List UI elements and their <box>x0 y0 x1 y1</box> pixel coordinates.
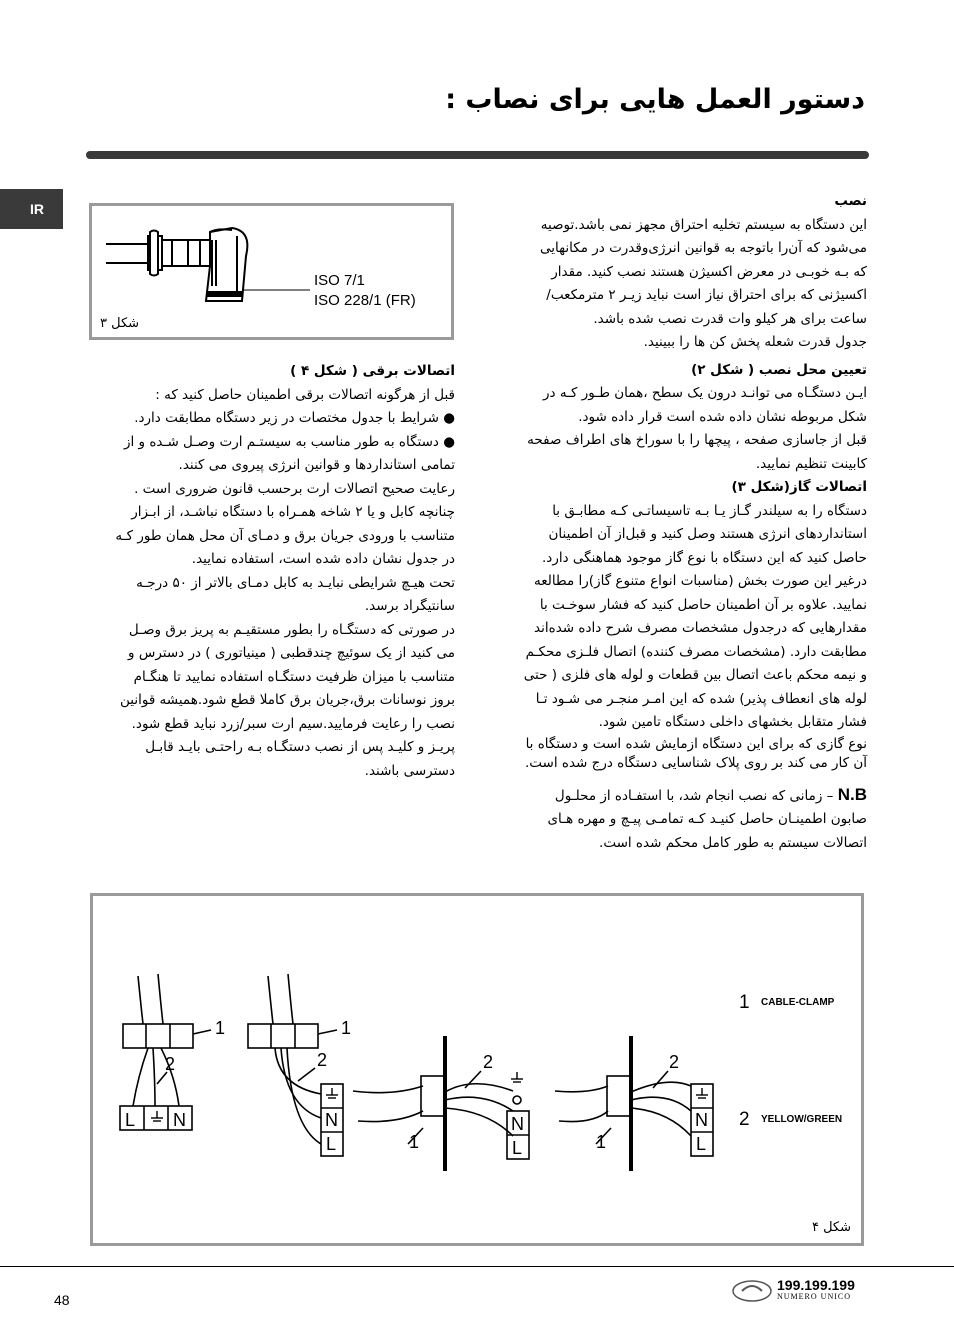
diagram-label-2: 2 <box>669 1052 680 1072</box>
electrical-line: می کنید از یک سوئیچ چندقطبی ( مینیاتوری ) در دسترس و <box>128 645 455 661</box>
terminal-N: N <box>695 1110 708 1130</box>
gas-line: و نیمه محکم باعث اتصال بین قطعات و لوله های فلزی ( حتی <box>523 667 867 683</box>
install-line: این دستگاه به سیستم تخلیه احتراق مجهز نمی باشد.توصیه <box>540 216 867 233</box>
install-line: می‌شود که آن‌را باتوجه به قوانین انرژی‌وقدرت در مکانهایی <box>540 240 867 256</box>
wiring-diagrams <box>93 896 861 1243</box>
electrical-line: در جدول نشان داده شده است، استفاده نمایید. <box>191 551 455 567</box>
gas-line: درغیر این صورت بخش (مناسبات انواع متنوع گاز)را مطالعه <box>533 573 867 589</box>
electrical-heading: اتصالات برقی ( شکل ۴ ) <box>290 363 455 379</box>
figure-3-box <box>89 203 454 340</box>
gas-line: مقدارهایی که درجدول مشخصات مصرف شرح داده شده‌اند <box>534 620 867 636</box>
title-divider <box>86 151 869 159</box>
electrical-line: رعایت صحیح اتصالات ارت برحسب قانون ضروری است . <box>134 480 455 497</box>
footer-divider <box>0 1266 954 1267</box>
figure-4-caption: شکل ۴ <box>811 1220 851 1235</box>
figure-3-caption: شکل ۳ <box>100 316 140 331</box>
terminal-L: L <box>696 1134 707 1154</box>
diagram-label-2: 2 <box>165 1054 176 1074</box>
diagram-label-1: 1 <box>409 1132 420 1152</box>
nb-line <box>497 783 867 809</box>
electrical-line: بروز نوسانات برق،جریان برق کاملا قطع شود.همیشه قوانین <box>119 692 455 708</box>
diagram-label-2: 2 <box>483 1052 494 1072</box>
diagram-label-1: 1 <box>215 1018 226 1038</box>
legend-text: YELLOW/GREEN <box>761 1114 843 1125</box>
gas-line: فشار متقابل بخشهای داخلی دستگاه تامین شود. <box>598 714 867 730</box>
terminal-L: L <box>512 1138 523 1158</box>
electrical-line: دسترسی باشند. <box>364 762 455 779</box>
install-line: اکسیژنی که برای احتراق نیاز است نباید زیـر ۲ مترمکعب/ <box>546 287 867 303</box>
electrical-line: تحت هیـچ شرایطی نبایـد به کابل دمـای بالاتر از ۵۰ درجـه <box>136 574 455 591</box>
location-line: شکل مربوطه نشان داده شده است قرار داده شود. <box>578 408 867 425</box>
location-line: قبل از جاسازی صفحه ، پیچها را با سوراخ های اطراف صفحه <box>527 432 867 448</box>
terminal-L: L <box>326 1134 337 1154</box>
nb-line: صابون اطمینـان حاصل کنیـد کـه تمامـی پیـچ و مهره هـای <box>547 811 867 827</box>
electrical-line: سانتیگراد برسد. <box>364 598 455 614</box>
electrical-line: ● شرایط با جدول مختصات در زیر دستگاه مطابقت دارد. <box>134 410 455 426</box>
terminal-N: N <box>325 1110 338 1130</box>
gas-line: آن کار می کند بر روی پلاک شناسایی دستگاه درج شده است. <box>524 754 867 771</box>
gas-heading: اتصالات گاز(شکل ۳) <box>731 479 867 495</box>
language-tab: IR <box>0 189 63 229</box>
phone-icon <box>730 1277 774 1303</box>
electrical-line: تمامی استانداردها و قوانین انرژی پیروی می کنند. <box>178 457 455 473</box>
gas-line: استانداردهای انرژی هستند وصل کنید و قبل‌از آن اطمینان <box>548 526 867 542</box>
gas-line: نوع گازی که برای این دستگاه ازمایش شده است و دستگاه با <box>525 735 867 752</box>
gas-connector-illustration <box>92 206 451 337</box>
numero-unico: NUMERO UNICO <box>777 1292 851 1301</box>
nb-text: – زمانی که نصب انجام شد، با استفـاده از محلـول <box>554 787 834 804</box>
iso-label-2: ISO 228/1 (FR) <box>314 292 416 309</box>
nb-label: N.B <box>837 784 867 804</box>
legend-number: 1 <box>739 992 750 1013</box>
location-line: ایـن دستگـاه می توانـد درون یک سطح ،همان طـور کـه در <box>543 385 867 401</box>
terminal-N: N <box>173 1110 186 1130</box>
nb-line: اتصالات سیستم به طور کامل محکم شده است. <box>599 834 867 851</box>
electrical-line: متناسب با میزان ظرفیت دستگـاه استفاده نمایید تا هنگـام <box>133 668 455 685</box>
install-line: جدول قدرت شعله پخش کن ها را ببینید. <box>643 334 867 350</box>
electrical-line: ● دستگاه به طور مناسب به سیستـم ارت وصـل شـده و از <box>123 433 455 450</box>
electrical-line: قبل از هرگونه اتصالات برقی اطمینان حاصل کنید که : <box>155 386 455 403</box>
legend-item-cable-clamp <box>739 992 834 1014</box>
diagram-label-1: 1 <box>596 1132 607 1152</box>
gas-line: لوله های انعطاف پذیر) شده که این امـر منجـر می شـود تـا <box>535 690 867 707</box>
install-heading: نصب <box>834 193 867 209</box>
page-title: دستور العمل هایی برای نصاب : <box>445 84 865 115</box>
figure-4-box <box>90 893 864 1246</box>
iso-label-1: ISO 7/1 <box>314 272 365 289</box>
gas-line: مطابقت دارد. (مشخصات مصرف کننده) اتصال فلـزی محکـم <box>525 643 867 660</box>
diagram-label-1: 1 <box>341 1018 352 1038</box>
electrical-line: پریـز و کلیـد پس از نصب دستگـاه بـه راحتـی بایـد قابـل <box>145 739 455 755</box>
service-number: 199.199.199 <box>777 1277 855 1293</box>
install-line: که بـه خوبـی در معرض اکسیژن هستند نصب کنید. مقدار <box>551 263 867 280</box>
right-text-column <box>497 190 867 855</box>
legend-text: CABLE-CLAMP <box>761 997 835 1008</box>
diagram-label-2: 2 <box>317 1050 328 1070</box>
terminal-N: N <box>511 1114 524 1134</box>
page-number: 48 <box>54 1292 70 1308</box>
gas-line: حاصل کنید که این دستگاه با نوع گاز موجود هماهنگی دارد. <box>542 549 867 566</box>
electrical-line: در صورتی که دستگـاه را بطور مستقیـم به پریز برق وصـل <box>128 621 455 638</box>
left-text-column <box>86 360 455 783</box>
legend-item-yellow-green <box>739 1109 842 1131</box>
gas-line: دستگاه را به سیلندر گـاز یـا بـه تاسیساتـی کـه مطابـق با <box>552 502 867 519</box>
legend-number: 2 <box>739 1109 750 1130</box>
service-logo <box>730 1275 865 1305</box>
location-line: کابینت تنظیم نمایید. <box>755 455 867 472</box>
location-heading: تعیین محل نصب ( شکل ۲) <box>691 361 867 378</box>
electrical-line: متناسب با ورودی جریان برق و دمـای آن محل همان طور کـه <box>115 527 455 544</box>
install-line: ساعت برای هر کیلو وات قدرت نصب شده باشد. <box>593 310 867 327</box>
gas-line: نمایید. علاوه بر آن اطمینان حاصل کنید که فشار سوخـت با <box>539 596 867 613</box>
terminal-L: L <box>125 1110 136 1130</box>
electrical-line: چنانچه کابل و یا ۲ شاخه همـراه با دستگاه نباشـد، از ابـزار <box>131 504 455 520</box>
electrical-line: نصب را رعایت فرمایید.سیم ارت سبر/زرد نباید قطع شود. <box>131 715 455 732</box>
